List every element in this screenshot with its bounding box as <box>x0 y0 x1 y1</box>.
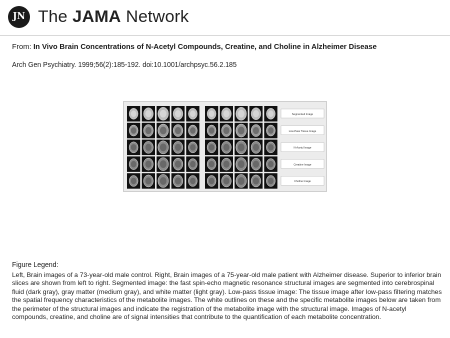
brain-slice-core <box>238 110 245 118</box>
citation: Arch Gen Psychiatry. 1999;56(2):185-192. doi:10.1001/archpsyc.56.2.185 <box>12 62 237 69</box>
brain-slice-core <box>175 177 181 184</box>
brain-slice-core <box>209 178 215 185</box>
brain-slice-core <box>160 110 167 118</box>
brain-slice-core <box>160 143 167 151</box>
source-line <box>12 42 444 51</box>
brain-slice-core <box>175 110 181 117</box>
brain-slice-core <box>223 144 229 151</box>
brain-slice-core <box>190 161 196 168</box>
brain-slice-core <box>145 177 151 184</box>
brain-slice-core <box>175 161 181 168</box>
brain-slice-core <box>160 177 167 185</box>
brain-slice-core <box>253 177 259 184</box>
brain-slice-core <box>268 178 274 185</box>
brain-slice-core <box>209 161 215 168</box>
panel-label: N-Acetyl Image <box>293 146 312 150</box>
brain-slice-core <box>268 161 274 168</box>
figure-legend-label: Figure Legend: <box>12 262 59 269</box>
brain-slice-core <box>131 144 137 151</box>
header-bar <box>0 0 450 34</box>
brain-slice-core <box>253 161 259 168</box>
brain-slice-core <box>190 144 196 151</box>
brain-slice-core <box>131 127 137 134</box>
brain-slice-core <box>223 127 229 134</box>
brain-images-figure <box>123 101 327 192</box>
brain-slice-core <box>190 178 196 185</box>
brain-slice-core <box>190 110 196 117</box>
brain-slice-core <box>209 127 215 134</box>
panel-label: Creatine Image <box>293 163 312 167</box>
brain-slice-core <box>268 127 274 134</box>
header-divider <box>0 35 450 36</box>
brain-slice-core <box>209 110 215 117</box>
brain-slice-core <box>268 110 274 117</box>
figure-canvas <box>124 102 326 191</box>
brain-slice-core <box>223 177 229 184</box>
brain-slice-core <box>145 127 151 134</box>
brain-slice-core <box>160 160 167 168</box>
brain-slice-core <box>160 127 167 135</box>
jama-network-logo[interactable] <box>8 6 30 28</box>
figure-legend-text: Left, Brain images of a 73-year-old male control. Right, Brain images of a 75-year-old male patient with Alzheimer disease. Superior to inferior brain slices are shown from left to right. Segmented image: the fast spin-echo magnetic resonance structural images are segmented into cerebrospinal fluid (dark gray), gray matter (medium gray), and white matter (light gray). Low-pass tissue image: The tissue image after low-pass filtering matches the spatial frequency characteristics of the metabolite images. The white outlines on these and the specific metabolite images below are taken from the perimeter of the structural images and indicate the registration of the metabolite image with the structural image. Images of N-acetyl compounds, creatine, and choline are of signal intensities that contribute to the quantification of each metabolite concentration. <box>12 272 442 322</box>
brand-mid: JAMA <box>72 7 121 26</box>
brain-slice-core <box>268 144 274 151</box>
panel-label: Segmented Image <box>291 113 314 116</box>
brain-slice-core <box>175 127 181 134</box>
from-label: From: <box>12 42 32 51</box>
brain-slice-core <box>238 177 245 185</box>
brain-slice-core <box>223 161 229 168</box>
brain-slice-core <box>253 110 259 117</box>
brain-slice-core <box>175 144 181 151</box>
article-title[interactable]: In Vivo Brain Concentrations of N-Acetyl Compounds, Creatine, and Choline in Alzheimer Disease <box>33 42 377 51</box>
brain-slice-core <box>145 144 151 151</box>
brain-slice-core <box>238 127 245 135</box>
brain-slice-core <box>131 161 137 168</box>
brain-slice-core <box>145 161 151 168</box>
brain-slice-core <box>253 127 259 134</box>
brain-slice-core <box>209 144 215 151</box>
brain-slice-core <box>253 144 259 151</box>
brain-slice-core <box>131 110 137 117</box>
brain-slice-core <box>238 143 245 151</box>
brain-slice-core <box>145 110 151 117</box>
brain-slice-core <box>223 110 229 117</box>
brain-slice-core <box>190 127 196 134</box>
panel-label: Choline Image <box>294 180 311 184</box>
logo-text: JN <box>12 12 26 22</box>
panel-label: Low-Pass Tissue Image <box>288 129 317 133</box>
brand-name[interactable] <box>38 7 189 27</box>
brain-slice-core <box>238 160 245 168</box>
brain-slice-core <box>131 178 137 185</box>
brand-post: Network <box>121 7 189 26</box>
brand-pre: The <box>38 7 73 26</box>
